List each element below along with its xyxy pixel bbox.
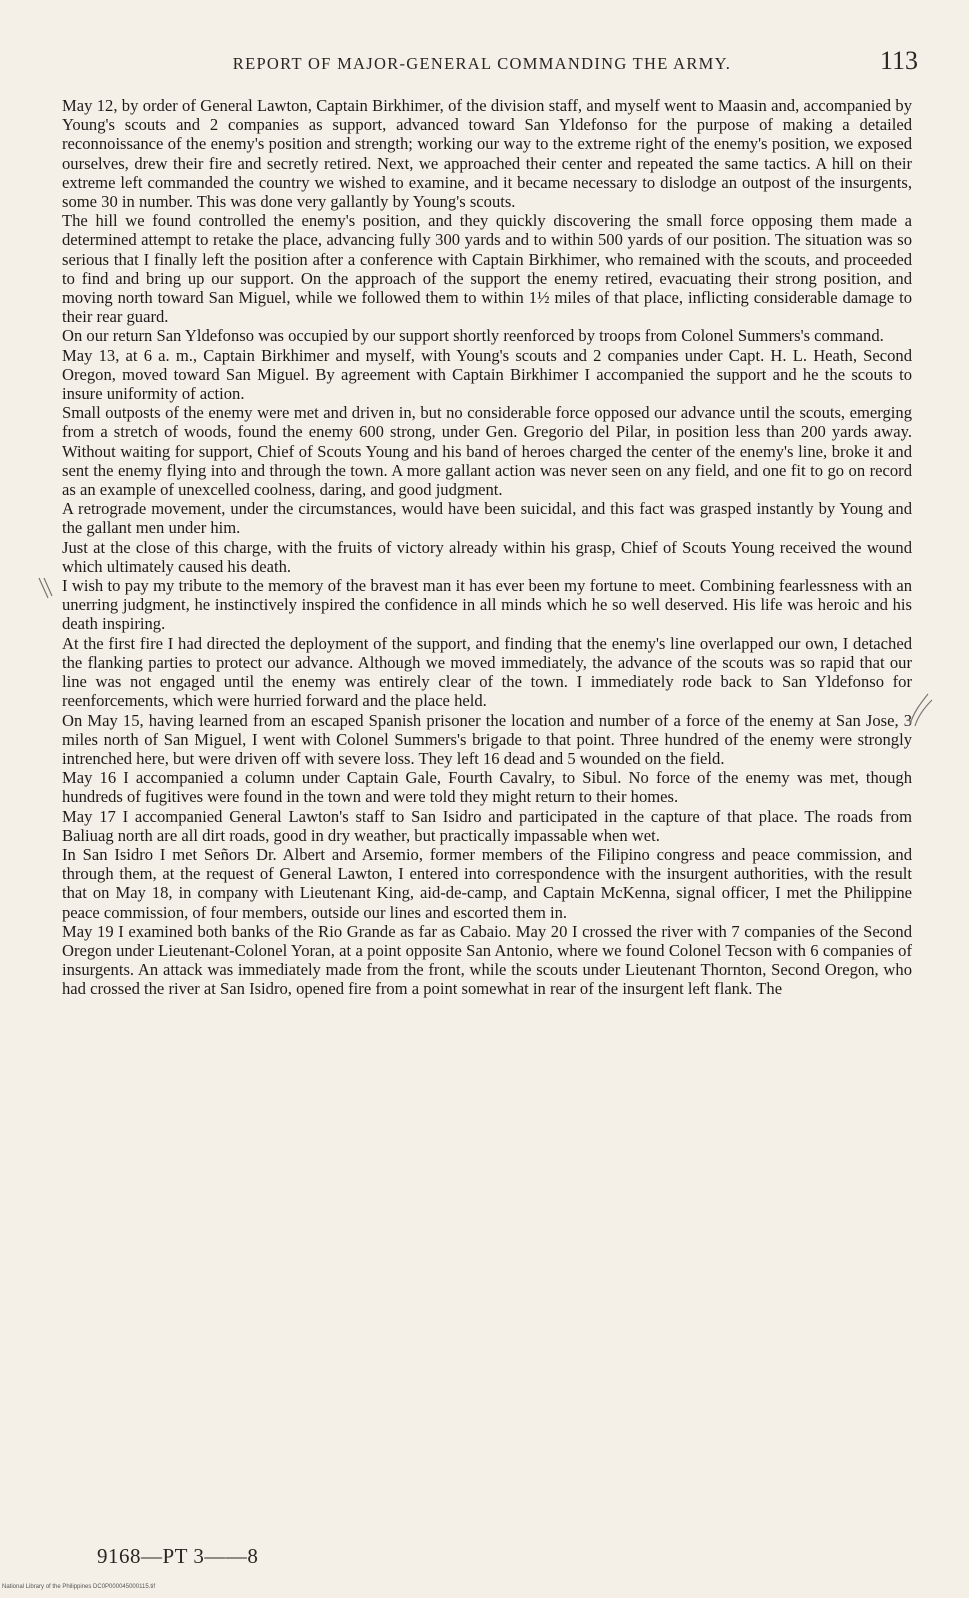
printer-signature: 9168—PT 3——8 [97,1544,259,1568]
running-head: REPORT OF MAJOR-GENERAL COMMANDING THE ARMY. [232,54,732,73]
paragraph: A retrograde movement, under the circumstances, would have been suicidal, and this fact was grasped instantly by Young and the gallant men under him. [62,499,912,538]
paragraph: Just at the close of this charge, with the fruits of victory already within his grasp, Chief of Scouts Young received the wound which ultimately caused his death. [62,537,912,576]
paragraph: May 16 I accompanied a column under Captain Gale, Fourth Cavalry, to Sibul. No force of the enemy was met, though hundreds of fugitives were found in the town and were told they might return to their homes. [62,768,912,807]
paragraph: May 12, by order of General Lawton, Captain Birkhimer, of the division staff, and myself went to Maasin and, accompanied by Young's scouts and 2 companies as support, advanced toward San Yldefonso for the purpose of making a detailed reconnoissance of the enemy's position and strength; working our way to the extreme right of the enemy's position, we exposed ourselves, drew their fire and secretly retired. Next, we approached their center and repeated the same tactics. A hill on their extreme left commanded the country we wished to examine, and it became necessary to dislodge an outpost of the insurgents, some 30 in number. This was done very gallantly by Young's scouts. [62,96,912,212]
page-header [98,46,918,76]
paragraph: The hill we found controlled the enemy's position, and they quickly discovering the small force opposing them made a determined attempt to retake the place, advancing fully 300 yards and to within 500 yards of our position. The situation was so serious that I finally left the position after a conference with Captain Birkhimer, who remained with the scouts, and proceeded to find and bring up our support. On the approach of the support the enemy retired, evacuating their strong position, and moving north toward San Miguel, while we followed them to within 1½ miles of that place, inflicting considerable damage to their rear guard. [62,211,912,327]
paragraph: Small outposts of the enemy were met and driven in, but no considerable force opposed our advance until the scouts, emerging from a stretch of woods, found the enemy 600 strong, under Gen. Gregorio del Pilar, in position less than 200 yards away. Without waiting for support, Chief of Scouts Young and his band of heroes charged the center of the enemy's line, broke it and sent the enemy flying into and through the town. A more gallant action was never seen on any field, and one fit to go on record as an example of unexcelled coolness, daring, and good judgment. [62,403,912,500]
report-body [62,96,912,999]
paragraph: In San Isidro I met Señors Dr. Albert and Arsemio, former members of the Filipino congress and peace commission, and through them, at the request of General Lawton, I entered into correspondence with the insurgent authorities, with the result that on May 18, in company with Lieutenant King, aid-de-camp, and Captain McKenna, signal officer, I met the Philippine peace commission, of four members, outside our lines and escorted them in. [62,844,912,922]
paragraph: I wish to pay my tribute to the memory of the bravest man it has ever been my fortune to meet. Combining fearlessness with an unerring judgment, he instinctively inspired the confidence in all minds which he so well deserved. His life was heroic and his death inspiring. [62,576,912,634]
paragraph: On May 15, having learned from an escaped Spanish prisoner the location and number of a force of the enemy at San Jose, 3 miles north of San Miguel, I went with Colonel Summers's brigade to that point. Three hundred of the enemy were strongly intrenched here, but were driven off with severe loss. They left 16 dead and 5 wounded on the field. [62,710,912,768]
paragraph: On our return San Yldefonso was occupied by our support shortly reenforced by troops from Colonel Summers's command. [62,326,884,346]
paragraph: At the first fire I had directed the deployment of the support, and finding that the enemy's line overlapped our own, I detached the flanking parties to protect our advance. Although we moved immediately, the advance of the scouts was so rapid that our line was not engaged until the enemy was entirely clear of the town. I immediately rode back to San Yldefonso for reenforcements, which were hurried forward and the place held. [62,633,912,711]
pencil-mark-right [906,690,936,730]
paragraph: May 13, at 6 a. m., Captain Birkhimer and myself, with Young's scouts and 2 companies under Capt. H. L. Heath, Second Oregon, moved toward San Miguel. By agreement with Captain Birkhimer I accompanied the support and he the scouts to insure uniformity of action. [62,345,912,404]
scan-credit: National Library of the Philippines DC0P000045000115.tif [2,1584,155,1590]
paragraph: May 17 I accompanied General Lawton's staff to San Isidro and participated in the capture of that place. The roads from Baliuag north are all dirt roads, good in dry weather, but practically impassable when wet. [62,806,912,845]
paragraph: May 19 I examined both banks of the Rio Grande as far as Cabaio. May 20 I crossed the river with 7 companies of the Second Oregon under Lieutenant-Colonel Yoran, at a point opposite San Antonio, where we found Colonel Tecson with 6 companies of insurgents. An attack was immediately made from the front, while the scouts under Lieutenant Thornton, Second Oregon, who had crossed the river at San Isidro, opened fire from a point somewhat in rear of the insurgent left flank. The [62,921,912,999]
page-number: 113 [879,46,918,75]
pencil-mark-left [36,576,58,602]
